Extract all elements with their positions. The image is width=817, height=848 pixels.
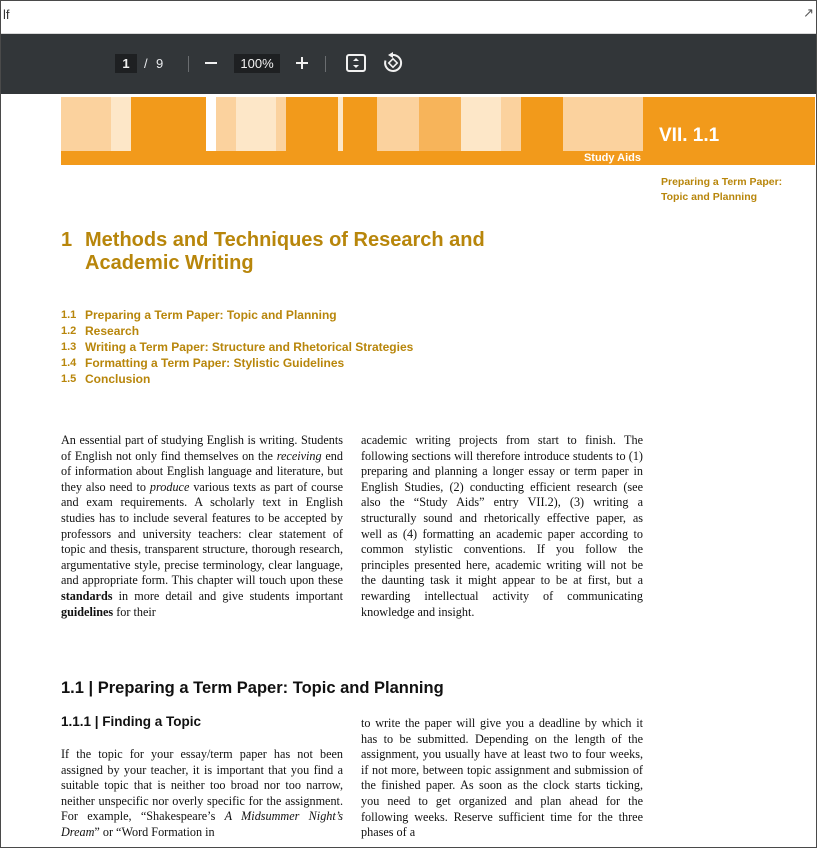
intro-right-column: academic writing projects from start to finish. The following sections will therefore introduce students to (1) preparing and planning a longer essay or term paper in English Studies, (2) conducting efficient research (see also the “Study Aids” entry VII.2), (3) writing a structurally sound and rhetorically effective paper, as well as (4) formatting an academic paper according to common stylistic conventions. If you follow the principles presented here, academic writing will not be the daunting task it might appear to be at first, but a rewarding intellectual activity of communicating knowledge and insight. <box>361 433 643 619</box>
toolbar-divider <box>188 56 189 72</box>
study-aids-banner <box>61 151 815 165</box>
fit-page-button[interactable] <box>343 50 369 76</box>
section-heading: 1.1 | Preparing a Term Paper: Topic and Planning <box>61 679 444 697</box>
zoom-level-input[interactable]: 100% <box>234 54 280 73</box>
rotate-icon <box>382 52 404 74</box>
side-title: Preparing a Term Paper: Topic and Planning <box>661 176 783 203</box>
page-separator: / <box>144 56 148 71</box>
section-left-column: If the topic for your essay/term paper has not been assigned by your teacher, it is important that you find a suitable topic that is neither too broad nor too narrow, neither unspecific nor overly specific for the assignment. For example, “Shakespeare’s A Midsummer Night’s Dream” or “Word Formation in <box>61 747 343 839</box>
chapter-number: 1 <box>61 229 73 251</box>
zoom-out-icon <box>204 56 218 70</box>
rotate-button[interactable] <box>380 50 406 76</box>
zoom-out-button[interactable] <box>198 50 224 76</box>
toolbar-divider <box>325 56 326 72</box>
fit-page-icon <box>345 53 367 73</box>
page-total: 9 <box>156 56 164 71</box>
pdf-page: VII. 1.1 Study Aids Preparing a Term Paper: Topic and Planning 1 Methods and Techniques of Research and Academic Writing 1.1 Preparing a Term Paper: Topic and Planning 1.2 Research 1.3 Writing a Term Paper: Structure and Rhetorical Strategies 1.4 Formatting a Term Paper: Stylistic Guidelines 1.5 Conclusion An essential part of studying English is writing. Students of English not only find themselves on the receiving end of information about English language and literature, but they also need to produce various texts as part of course and exam requirements. A scholarly text in English studies has to include several features to be accepted by professors and university teachers: clear statement of topic and thesis, transparent structure, thorough research, argumentative style, precise terminology, clear language, and appropriate form. This chapter will touch upon these standards in more detail and give students important guidelines for their academic writing projects from start to finish. The following sections will therefore introduce students to (1) preparing and planning a longer essay or term paper in English Studies, (2) conducting efficient research (see also the “Study Aids” entry VII.2), (3) writing a structurally sound and rhetorically effective paper, as well as (4) formatting an academic paper according to common stylistic conventions. If you follow the principles presented here, academic writing will not be the daunting task it might appear to be at first, but a rewarding intellectual activity of communicating knowledge and insight. 1.1 | Preparing a Term Paper: Topic and Planning 1.1.1 | Finding a Topic If the topic for your essay/term paper has not been assigned by your teacher, it is important that you find a suitable topic that is neither too broad nor too narrow, neither unspecific nor overly specific for the assignment. For example, “Shakespeare’s A Midsummer Night’s Dream” or “Word Formation in to write the paper will give you a deadline by which it has to be submitted. Depending on the length of the assignment, you usually have at least two to four weeks, if not more, between topic assignment and submission of the finished paper. As soon as the clock starts ticking, you need to get organized and plan ahead for the following weeks. Reserve sufficient time for the three phases of a <box>1 95 816 847</box>
subsection-heading: 1.1.1 | Finding a Topic <box>61 714 202 729</box>
chapter-title: Methods and Techniques of Research and Academic Writing <box>85 229 485 274</box>
zoom-in-button[interactable] <box>289 50 315 76</box>
tab-title: lf <box>3 7 10 22</box>
zoom-in-icon <box>295 56 309 70</box>
section-right-column: to write the paper will give you a deadline by which it has to be submitted. Depending on the length of the assignment, you usually have at least two to four weeks, if not more, between topic assignment and submission of the finished paper. As soon as the clock starts ticking, you need to get organized and plan ahead for the following weeks. Reserve sufficient time for the three phases of a <box>361 716 643 840</box>
page-number-input[interactable]: 1 <box>115 54 137 73</box>
open-in-new-icon[interactable]: ↗ <box>803 6 814 21</box>
intro-left-column: An essential part of studying English is writing. Students of English not only find themselves on the receiving end of information about English language and literature, but they also need to produce various texts as part of course and exam requirements. A scholarly text in English studies has to include several features to be accepted by professors and university teachers: clear statement of topic and thesis, transparent structure, thorough research, argumentative style, precise terminology, clear language, and appropriate form. This chapter will touch upon these standards in more detail and give students important guidelines for their <box>61 433 343 619</box>
section-number: VII. 1.1 <box>659 125 720 146</box>
pdf-toolbar <box>1 34 816 94</box>
banner-label: Study Aids <box>583 152 641 164</box>
address-bar <box>1 1 816 34</box>
